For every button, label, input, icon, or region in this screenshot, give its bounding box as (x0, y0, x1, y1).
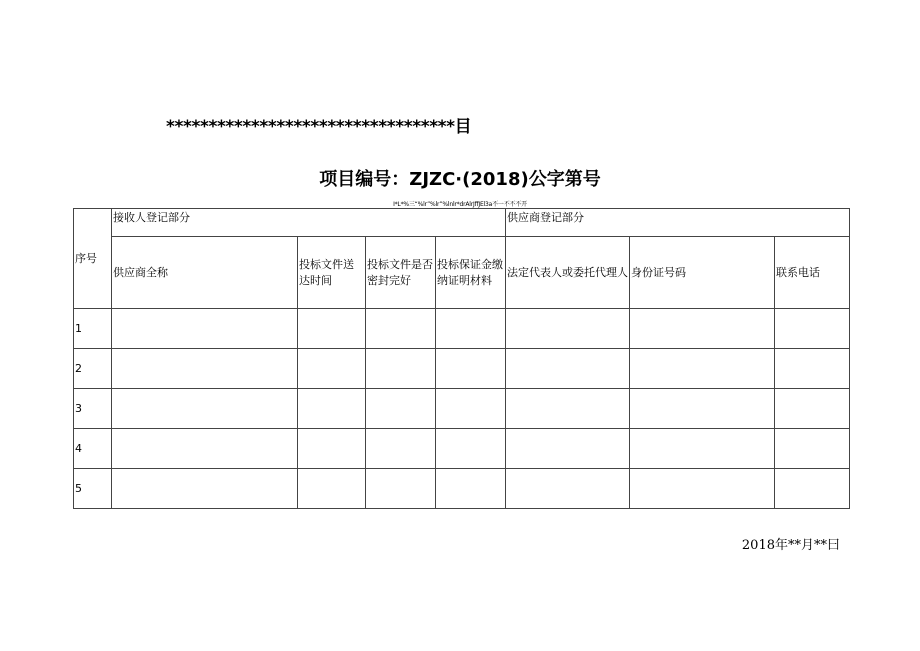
cell (112, 309, 298, 349)
table-row (74, 429, 850, 469)
row-number: 3 (74, 389, 112, 429)
document-title-line: **********************************目 (166, 117, 472, 137)
cell (366, 349, 436, 389)
cell (298, 389, 366, 429)
cell (366, 429, 436, 469)
row-number: 4 (74, 429, 112, 469)
cell (775, 469, 850, 509)
col-submit-time: 投标文件送达时间 (298, 237, 366, 309)
col-representative: 法定代表人或委托代理人 (506, 237, 630, 309)
row-number: 1 (74, 309, 112, 349)
cell (630, 309, 775, 349)
cell (436, 469, 506, 509)
cell (775, 309, 850, 349)
cell (298, 309, 366, 349)
table-row (74, 349, 850, 389)
cell (112, 349, 298, 389)
cell (112, 469, 298, 509)
cell (298, 469, 366, 509)
col-id-number: 身份证号码 (630, 237, 775, 309)
col-sealed: 投标文件是否密封完好 (366, 237, 436, 309)
table-row (74, 309, 850, 349)
cell (775, 389, 850, 429)
table-row (74, 469, 850, 509)
row-number: 5 (74, 469, 112, 509)
cell (775, 349, 850, 389)
cell (506, 469, 630, 509)
cell (298, 429, 366, 469)
cell (506, 309, 630, 349)
cell (630, 469, 775, 509)
supplier-group-header: 供应商登记部分 (506, 209, 850, 237)
table-row (74, 389, 850, 429)
cell (630, 349, 775, 389)
cell (366, 469, 436, 509)
cell (112, 389, 298, 429)
cell (436, 429, 506, 469)
col-supplier-name: 供应商全称 (112, 237, 298, 309)
cell (436, 349, 506, 389)
garbled-subtitle: I*L*%三“%lr”%lr”%lnlr*drAlrJffJEl3a不一不不不开 (393, 201, 527, 208)
receiver-group-header: 接收人登记部分 (112, 209, 506, 237)
cell (506, 349, 630, 389)
col-bond: 投标保证金缴纳证明材料 (436, 237, 506, 309)
project-number: 项目编号：ZJZC·(2018)公字第号 (319, 169, 601, 190)
document-date: 2018年**月**曰 (741, 538, 840, 553)
cell (506, 389, 630, 429)
row-number: 2 (74, 349, 112, 389)
cell (630, 429, 775, 469)
cell (775, 429, 850, 469)
cell (436, 309, 506, 349)
seq-header: 序号 (74, 209, 112, 309)
cell (366, 389, 436, 429)
cell (506, 429, 630, 469)
cell (366, 309, 436, 349)
col-phone: 联系电话 (775, 237, 850, 309)
cell (630, 389, 775, 429)
cell (112, 429, 298, 469)
cell (436, 389, 506, 429)
registration-table (73, 208, 850, 509)
cell (298, 349, 366, 389)
